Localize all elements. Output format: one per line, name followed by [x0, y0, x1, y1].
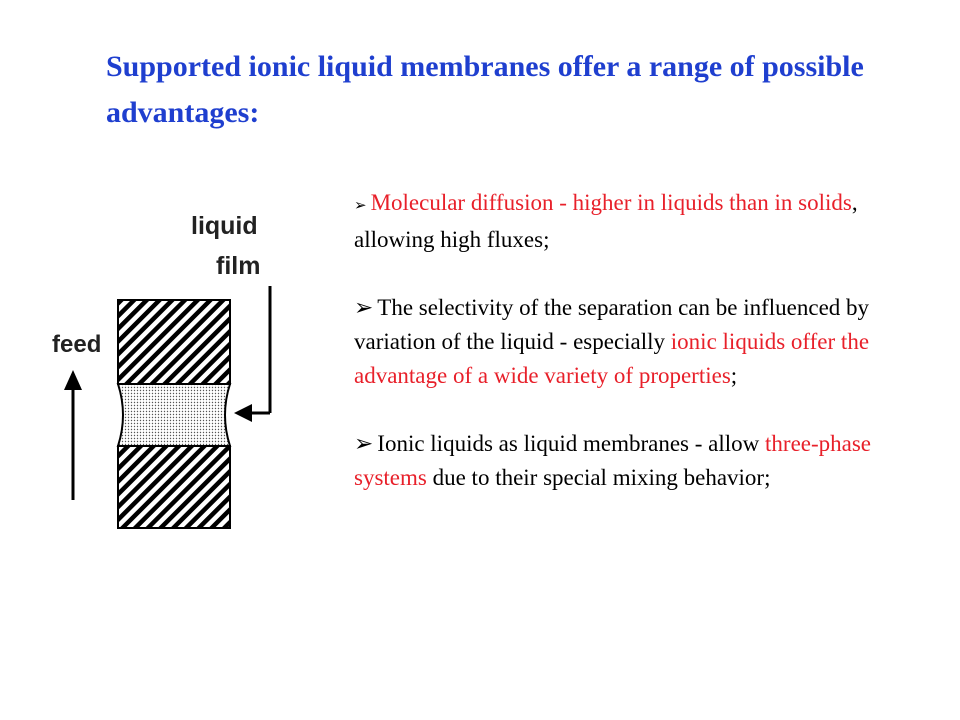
body-text: due to their special mixing behavior; [426, 465, 771, 490]
support-upper [118, 300, 230, 384]
body-text: , allowing high fluxes; [354, 190, 858, 252]
feed-arrow-icon [64, 370, 82, 500]
highlight-text: Molecular diffusion - higher in liquids than in solids [370, 190, 852, 215]
highlight-text: ionic liquids offer the advantage of a wide variety of properties [354, 329, 870, 388]
body-text: ; [730, 363, 738, 388]
label-liquid: liquid [191, 212, 258, 240]
film-pointer-arrow-icon [234, 286, 270, 422]
membrane-diagram [40, 200, 300, 540]
highlight-text: three-phase systems [354, 431, 872, 490]
advantages-list [354, 186, 894, 529]
liquid-film-region [118, 384, 230, 446]
body-text: The selectivity of the separation can be influenced by variation of the liquid - especially [354, 295, 870, 354]
label-film: film [216, 252, 261, 280]
bullet-three-phase [354, 427, 894, 495]
support-lower [118, 446, 230, 528]
slide-title: Supported ionic liquid membranes offer a range of possible advantages: [106, 50, 864, 129]
bullet-molecular-diffusion [354, 186, 894, 257]
bullet-selectivity [354, 291, 894, 393]
label-feed: feed [52, 331, 102, 358]
arrow-bullet-icon: ➢ [354, 198, 367, 214]
arrow-bullet-icon: ➢ [354, 431, 374, 456]
arrow-bullet-icon: ➢ [354, 295, 374, 320]
body-text: Ionic liquids as liquid membranes - allow [377, 431, 766, 456]
